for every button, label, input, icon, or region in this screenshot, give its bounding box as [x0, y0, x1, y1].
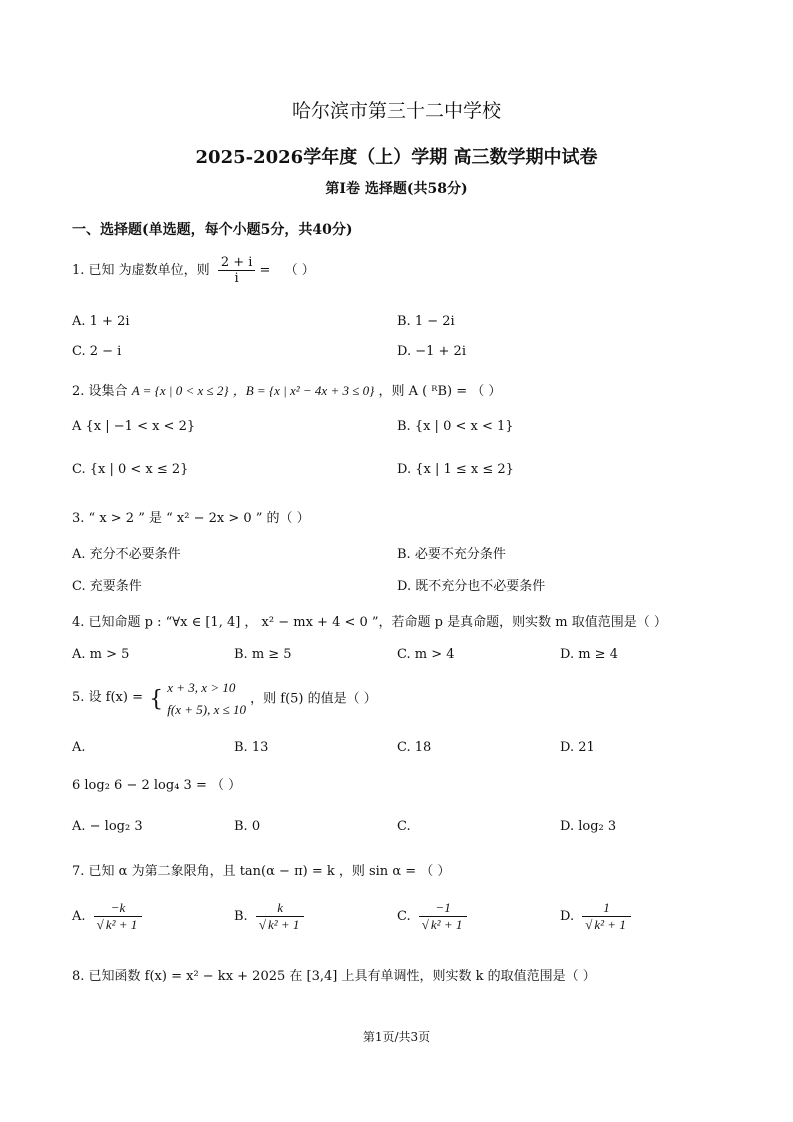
q7-option-c[interactable]: C. $\frac{-1}{\text{√ k² + 1}}$	[397, 900, 467, 933]
q6-option-a[interactable]: A. − log₂ 3	[72, 819, 143, 834]
school-name: 哈尔滨市第三十二中学校	[291, 100, 501, 122]
question-7: 7. 已知 α 为第二象限角，且 tan(α − π) = k ，则 sin α = （ ）	[72, 864, 451, 879]
q2-option-c[interactable]: C. {x | 0 < x ≤ 2}	[72, 462, 189, 477]
q6-option-b[interactable]: B. 0	[234, 819, 261, 834]
q3-option-d[interactable]: D. 既不充分也不必要条件	[397, 579, 546, 594]
section-title: 一、选择题(单选题，每个小题5分，共40分)	[72, 222, 353, 238]
q1-option-a[interactable]: A. 1 + 2i	[72, 314, 130, 329]
question-5: 5. 设 f(x) = { x + 3, x > 10 f(x + 5), x ≤ 10 ，则 f(5) 的值是（ ）	[72, 677, 377, 721]
q4-option-c[interactable]: C. m > 4	[397, 647, 455, 662]
q7-option-b[interactable]: B. $\frac{k}{\text{√ k² + 1}}$	[234, 900, 304, 933]
question-3: 3. “ x > 2 ” 是 “ x² − 2x > 0 ” 的（ ）	[72, 511, 310, 526]
page-footer: 第1页/共3页	[362, 1030, 431, 1044]
q7-option-d[interactable]: D. $\frac{1}{\text{√ k² + 1}}$	[560, 900, 631, 933]
question-8: 8. 已知函数 f(x) = x² − kx + 2025 在 [3,4] 上具有单调性，则实数 k 的取值范围是（ ）	[72, 969, 596, 984]
q5-option-d[interactable]: D. 21	[560, 740, 595, 755]
q2-option-b[interactable]: B. {x | 0 < x < 1}	[397, 419, 514, 434]
q3-option-a[interactable]: A. 充分不必要条件	[72, 547, 181, 562]
q7-option-a[interactable]: A. $\frac{-k}{\text{√ k² + 1}}$	[72, 900, 142, 933]
question-6: 6 log₂ 6 − 2 log₄ 3 = （ ）	[72, 778, 242, 793]
question-4: 4. 已知命题 p : “∀x ∈ [1, 4] ， x² − mx + 4 < 0 ”，若命题 p 是真命题，则实数 m 取值范围是（ ）	[72, 615, 667, 630]
q3-option-c[interactable]: C. 充要条件	[72, 579, 142, 594]
q4-option-b[interactable]: B. m ≥ 5	[234, 647, 292, 662]
q2-option-a[interactable]: A {x | −1 < x < 2}	[72, 419, 196, 434]
question-1-stem: 1. 已知 为虚数单位，则	[72, 263, 210, 278]
q1-option-b[interactable]: B. 1 − 2i	[397, 314, 455, 329]
q1-option-d[interactable]: D. −1 + 2i	[397, 344, 466, 359]
q2-option-d[interactable]: D. {x | 1 ≤ x ≤ 2}	[397, 462, 514, 477]
q1-option-c[interactable]: C. 2 − i	[72, 344, 122, 359]
question-2: 2. 设集合 A = {x | 0 < x ≤ 2} ，B = {x | x² − 4x + 3 ≤ 0} ，则 A ( ᴿB) = （ ）	[72, 383, 502, 399]
q3-option-b[interactable]: B. 必要不充分条件	[397, 547, 506, 562]
question-5-cases: x + 3, x > 10 f(x + 5), x ≤ 10	[167, 680, 246, 717]
part-title: 第I卷 选择题(共58分)	[325, 181, 468, 197]
exam-title: 2025-2026学年度（上）学期 高三数学期中试卷	[195, 147, 598, 168]
q5-option-a[interactable]: A.	[72, 740, 86, 755]
question-1: 1. 已知 为虚数单位，则 $\frac{2 + i}{i}$ = （ ）	[72, 255, 315, 286]
q6-option-c[interactable]: C.	[397, 819, 411, 834]
q4-option-a[interactable]: A. m > 5	[72, 647, 130, 662]
q5-option-b[interactable]: B. 13	[234, 740, 269, 755]
question-1-fraction: $\frac{2 + i}{i}$	[218, 255, 256, 286]
q6-option-d[interactable]: D. log₂ 3	[560, 819, 617, 834]
q5-option-c[interactable]: C. 18	[397, 740, 432, 755]
q4-option-d[interactable]: D. m ≥ 4	[560, 647, 618, 662]
